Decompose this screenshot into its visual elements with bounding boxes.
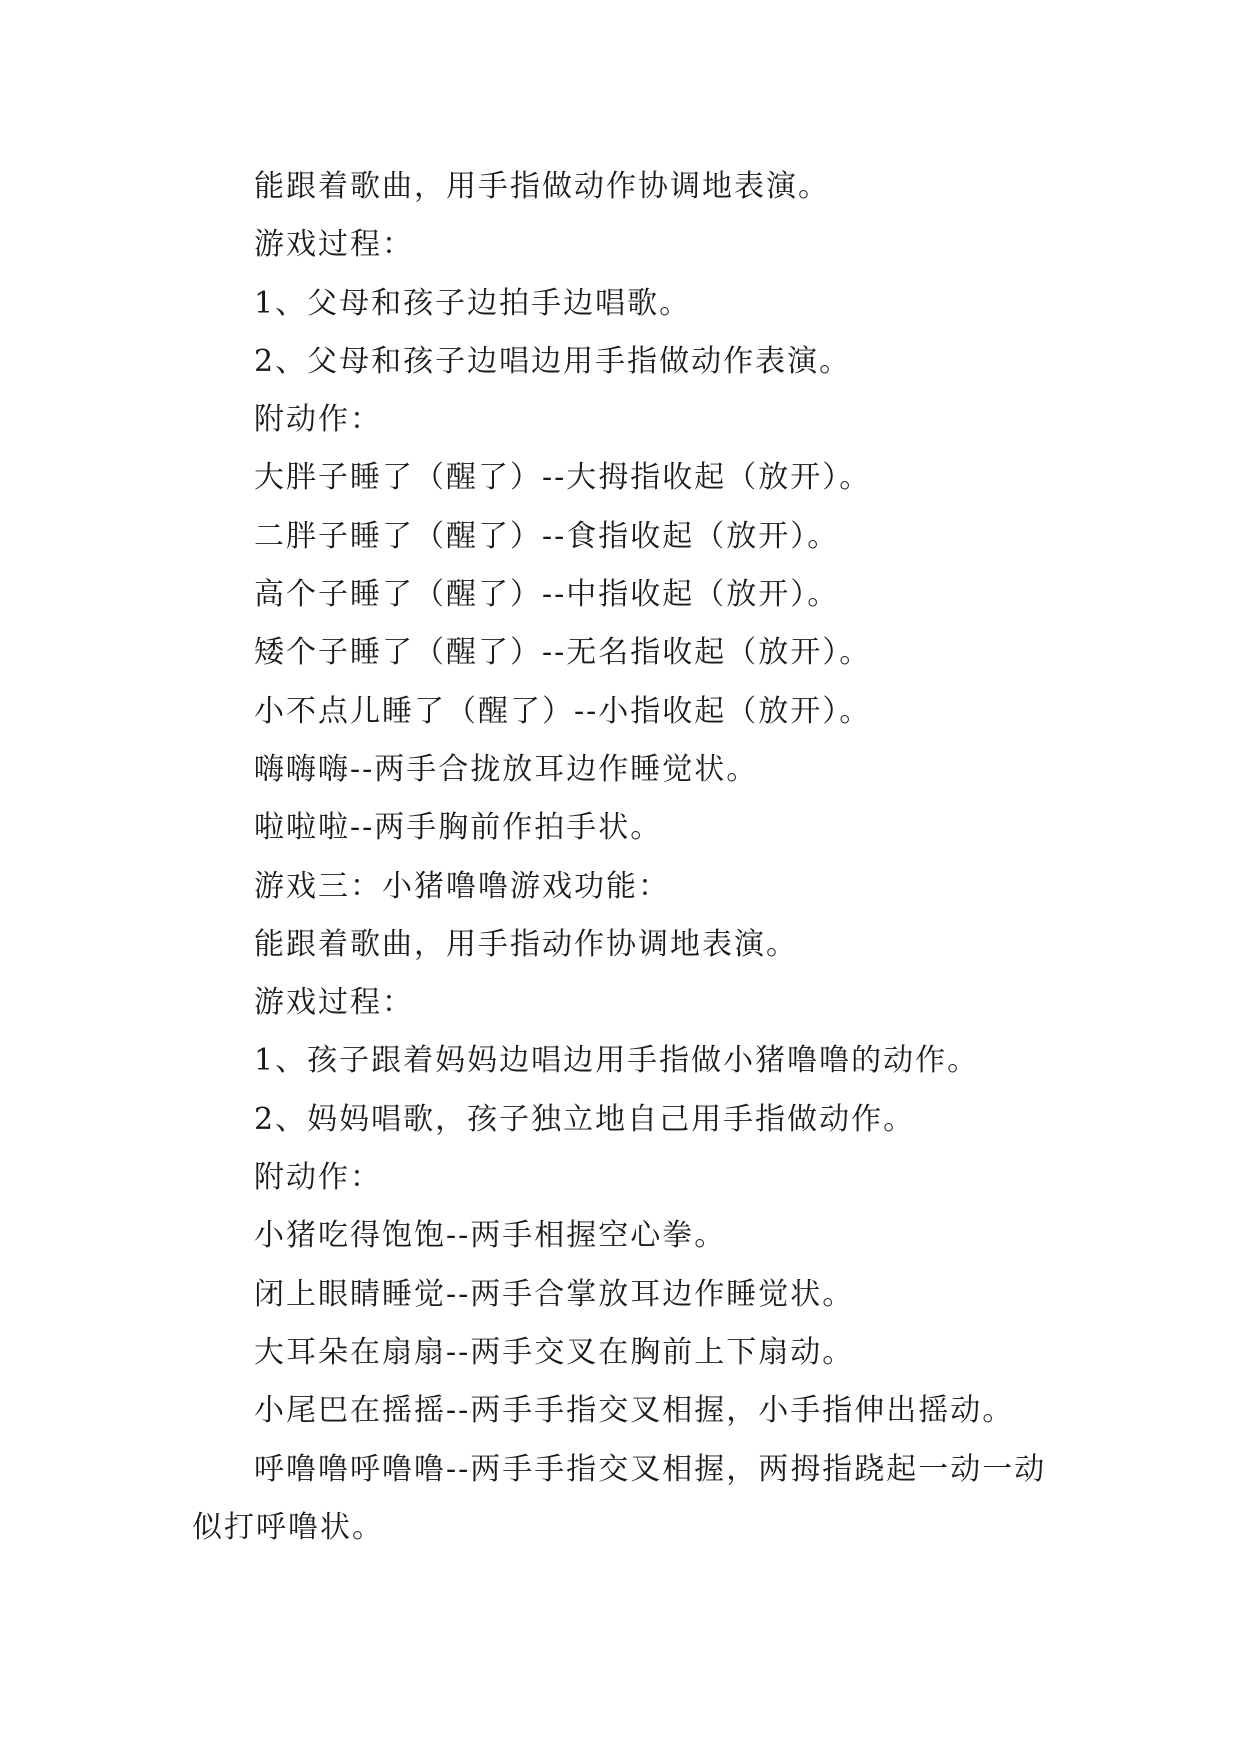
paragraph: 二胖子睡了（醒了）--食指收起（放开）。 — [254, 518, 840, 554]
paragraph: 小不点儿睡了（醒了）--小指收起（放开）。 — [254, 693, 872, 729]
paragraph: 游戏三：小猪噜噜游戏功能： — [254, 868, 670, 904]
paragraph: 嗨嗨嗨--两手合拢放耳边作睡觉状。 — [254, 751, 759, 787]
paragraph: 游戏过程： — [254, 227, 414, 263]
paragraph: 2、妈妈唱歌，孩子独立地自己用手指做动作。 — [254, 1101, 916, 1137]
paragraph: 闭上眼睛睡觉--两手合掌放耳边作睡觉状。 — [254, 1276, 855, 1312]
paragraph: 矮个子睡了（醒了）--无名指收起（放开）。 — [254, 635, 872, 671]
paragraph: 游戏过程： — [254, 985, 414, 1021]
paragraph: 能跟着歌曲，用手指动作协调地表演。 — [254, 926, 798, 962]
paragraph: 2、父母和孩子边唱边用手指做动作表演。 — [254, 343, 852, 379]
paragraph: 附动作： — [254, 1160, 382, 1196]
paragraph: 附动作： — [254, 402, 382, 438]
paragraph: 能跟着歌曲，用手指做动作协调地表演。 — [254, 169, 830, 204]
document-body — [192, 158, 1062, 1557]
paragraph: 大胖子睡了（醒了）--大拇指收起（放开）。 — [254, 460, 872, 496]
paragraph: 1、父母和孩子边拍手边唱歌。 — [254, 285, 692, 321]
paragraph: 1、孩子跟着妈妈边唱边用手指做小猪噜噜的动作。 — [254, 1043, 980, 1079]
paragraph: 小猪吃得饱饱--两手相握空心拳。 — [254, 1218, 727, 1254]
paragraph: 大耳朵在扇扇--两手交叉在胸前上下扇动。 — [254, 1334, 855, 1370]
paragraph: 高个子睡了（醒了）--中指收起（放开）。 — [254, 577, 840, 613]
paragraph: 小尾巴在摇摇--两手手指交叉相握，小手指伸出摇动。 — [254, 1393, 1015, 1429]
paragraph: 呼噜噜呼噜噜--两手手指交叉相握，两拇指跷起一动一动似打呼噜状。 — [192, 1451, 1047, 1545]
paragraph: 啦啦啦--两手胸前作拍手状。 — [254, 810, 663, 846]
